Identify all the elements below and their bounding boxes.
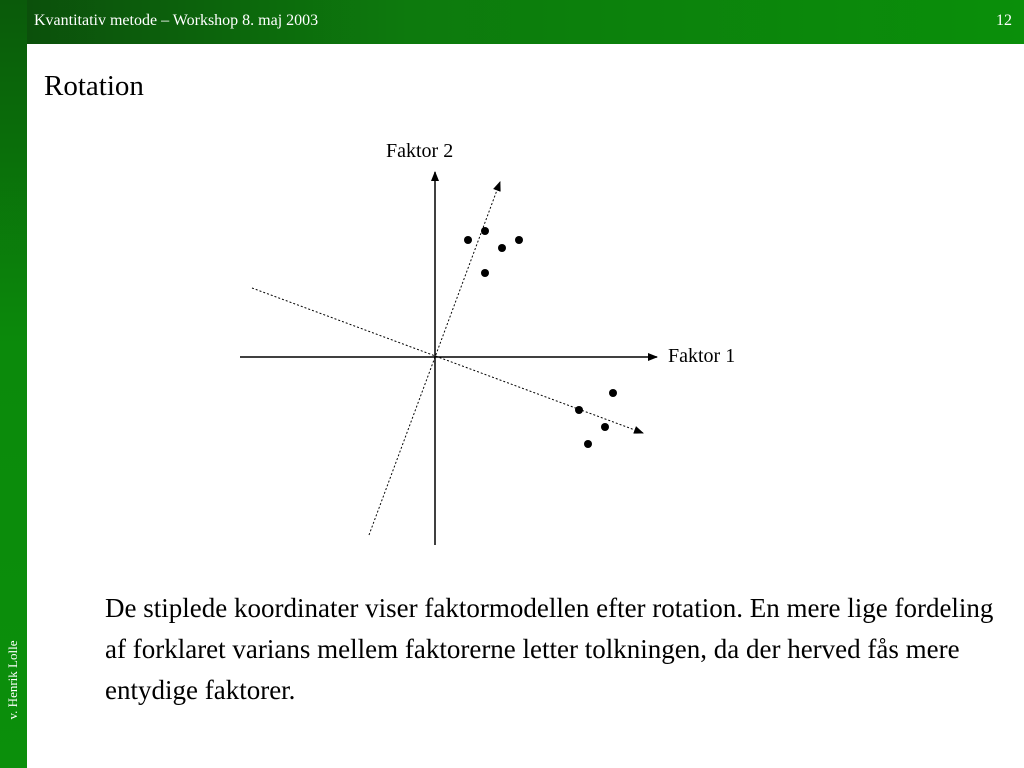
data-point [464,236,472,244]
data-point [609,389,617,397]
rotated-factor-1-axis [252,288,643,433]
data-point [498,244,506,252]
slide-title: Rotation [44,70,144,102]
data-point [601,423,609,431]
data-point [481,227,489,235]
presentation-title: Kvantitativ metode – Workshop 8. maj 2003 [34,12,319,29]
data-point [515,236,523,244]
explanation-text: De stiplede koordinater viser faktormodellen efter rotation. En mere lige fordeling af forklaret varians mellem faktorerne letter tolkningen, da der herved fås mere entydige faktorer. [105,593,994,705]
author-label: v. Henrik Lolle [5,640,20,720]
page-number: 12 [996,12,1012,29]
data-point [481,269,489,277]
factor-2-label: Faktor 2 [386,140,454,162]
factor-1-label: Faktor 1 [668,345,736,367]
data-point [584,440,592,448]
data-point [575,406,583,414]
